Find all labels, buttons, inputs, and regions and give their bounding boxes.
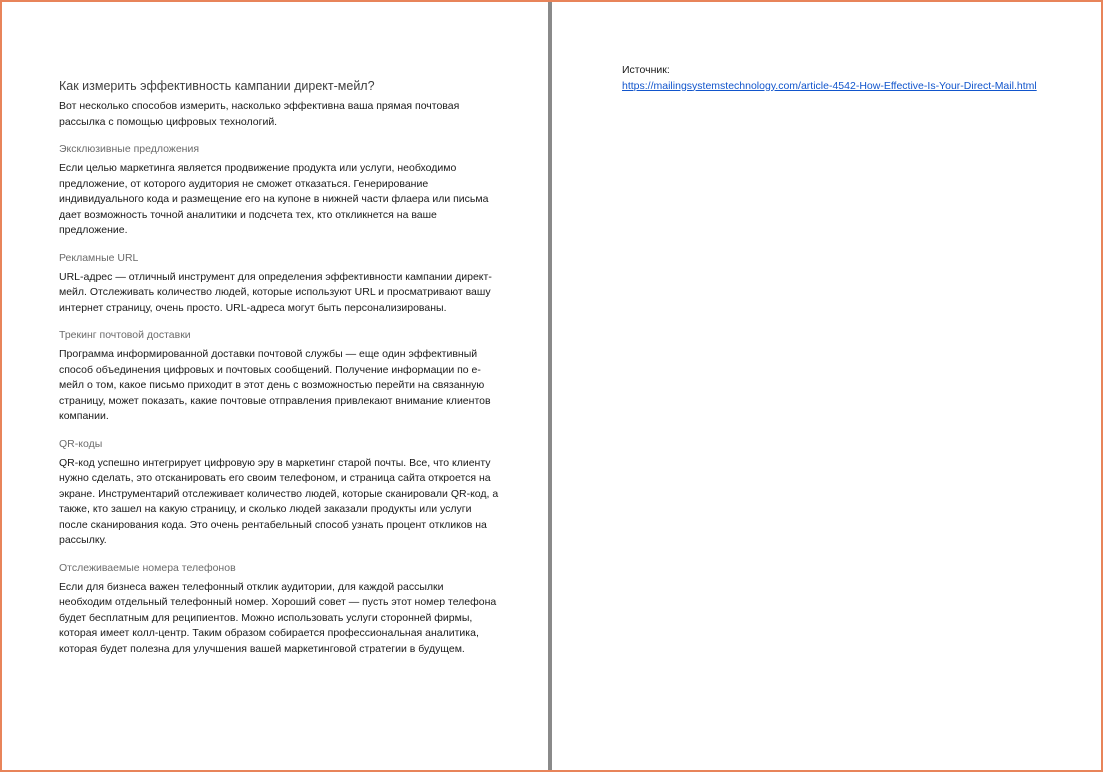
section-heading-promo-url: Рекламные URL <box>59 251 139 264</box>
document-title: Как измерить эффективность кампании директ-мейл? <box>59 79 375 93</box>
page-divider <box>548 2 552 770</box>
page-left <box>2 2 547 770</box>
section-heading-qr-codes: QR-коды <box>59 437 103 450</box>
page-right-content <box>622 63 1062 94</box>
source-label: Источник: <box>622 64 670 76</box>
section-heading-tracked-phones: Отслеживаемые номера телефонов <box>59 561 236 574</box>
section-heading-exclusive-offers: Эксклюзивные предложения <box>59 143 200 155</box>
section-body-exclusive-offers: Если целью маркетинга является продвижение продукта или услуги, необходимо предложение, от которого аудитория не сможет отказаться. Генерирование индивидуального кода и размещение его на купоне в нижней части флаера или письма дает возможность точной аналитики и подсчета тех, кто откликнется на ваше предложение. <box>59 162 489 236</box>
page-right <box>555 2 1101 770</box>
section-body-mail-tracking: Программа информированной доставки почтовой службы — еще один эффективный способ объединения цифровых и почтовых сообщений. Получение информации по е-мейл о том, какое письмо приходит в этот день с возможностью перейти на связанную страницу, может показать, какие почтовые отправления привлекают внимание клиентов компании. <box>59 348 491 422</box>
section-body-qr-codes: QR-код успешно интегрирует цифровую эру в маркетинг старой почты. Все, что клиенту нужно сделать, это отсканировать его своим телефоном, и страница сайта откроется на экране. Инструментарий отслеживает количество людей, которые сканировали QR-код, а также, кто зашел на какую страницу, и сколько людей заказали продукты или услуги после сканирования кода. Это очень рентабельный способ узнать процент откликов на рассылку. <box>59 456 499 546</box>
intro-paragraph: Вот несколько способов измерить, насколько эффективна ваша прямая почтовая рассылка с помощью цифровых технологий. <box>59 100 460 128</box>
page-left-content <box>59 78 499 657</box>
section-heading-mail-tracking: Трекинг почтовой доставки <box>59 329 191 341</box>
section-body-tracked-phones: Если для бизнеса важен телефонный отклик аудитории, для каждой рассылки необходим отдельный телефонный номер. Хороший совет — пусть этот номер телефона будет бесплатным для реципиентов. Можно использовать услуги сторонней фирмы, которая имеет колл-центр. Таким образом собирается профессиональная аналитика, которая будет полезна для улучшения вашей маркетинговой стратегии в будущем. <box>59 580 497 655</box>
page-gutter <box>547 2 555 770</box>
section-body-promo-url: URL-адрес — отличный инструмент для определения эффективности кампании директ-мейл. Отслеживать количество людей, которые используют URL и просматривают вашу интернет страницу, очень просто. URL-адреса могут быть персонализированы. <box>59 270 492 314</box>
source-link[interactable]: https://mailingsystemstechnology.com/article-4542-How-Effective-Is-Your-Direct-Mail.html <box>622 79 1037 92</box>
